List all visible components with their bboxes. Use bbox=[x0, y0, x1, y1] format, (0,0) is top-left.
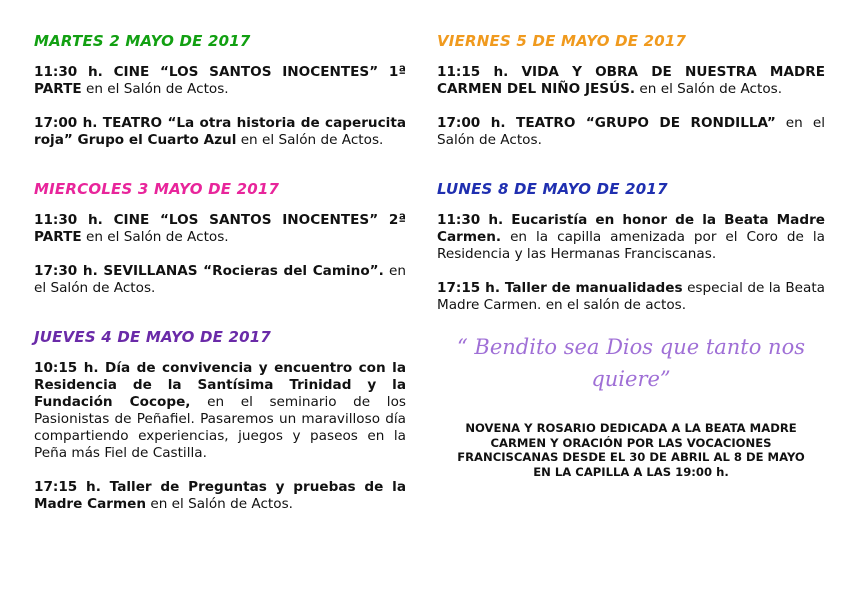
event-title: 17:15 h. Taller de manualidades bbox=[437, 280, 683, 296]
blessing-quote: “ Bendito sea Dios que tanto nos quiere” bbox=[456, 335, 806, 391]
event-location: en la capilla amenizada por el Coro de la Residencia y las Hermanas Franciscanas. bbox=[437, 229, 825, 262]
event-title: 10:15 h. Día de convivencia y encuentro con la Residencia de la Santísima Trinidad y la Fundación Cocope, bbox=[34, 360, 406, 410]
event-title: 11:30 h. CINE “LOS SANTOS INOCENTES” 1ª PARTE bbox=[34, 64, 406, 97]
event-location: en el Salón de Actos. bbox=[146, 496, 293, 512]
event-location: en el Salón de Actos. bbox=[34, 263, 406, 296]
event-location: especial de la Beata Madre Carmen. en el salón de actos. bbox=[437, 280, 826, 313]
event-title: 17:00 h. TEATRO “GRUPO DE RONDILLA” bbox=[437, 115, 776, 131]
event-item bbox=[437, 64, 825, 98]
event-title: 17:15 h. Taller de Preguntas y pruebas de la Madre Carmen bbox=[34, 479, 406, 512]
day-title-friday: VIERNES 5 DE MAYO DE 2017 bbox=[437, 32, 687, 50]
event-title: 17:30 h. SEVILLANAS “Rocieras del Camino”. bbox=[34, 263, 384, 279]
event-item bbox=[34, 479, 406, 513]
event-title: 11:30 h. Eucaristía en honor de la Beata Madre Carmen. bbox=[437, 212, 825, 245]
event-item bbox=[34, 263, 406, 297]
event-title: 17:00 h. TEATRO “La otra historia de caperucita roja” Grupo el Cuarto Azul bbox=[34, 115, 406, 148]
event-item bbox=[34, 64, 406, 98]
event-title: 11:15 h. VIDA Y OBRA DE NUESTRA MADRE CARMEN DEL NIÑO JESÚS. bbox=[437, 64, 825, 97]
event-location: en el Salón de Actos. bbox=[236, 132, 384, 148]
event-item bbox=[437, 115, 825, 149]
day-title-tuesday: MARTES 2 MAYO DE 2017 bbox=[34, 32, 251, 50]
event-item bbox=[34, 115, 406, 149]
event-item bbox=[34, 360, 406, 462]
event-title: 11:30 h. CINE “LOS SANTOS INOCENTES” 2ª PARTE bbox=[34, 212, 406, 245]
event-item bbox=[437, 212, 825, 263]
event-location: en el Salón de Actos. bbox=[437, 115, 825, 148]
event-location: en el Salón de Actos. bbox=[81, 229, 229, 245]
event-item bbox=[437, 280, 825, 314]
left-column bbox=[34, 32, 406, 530]
event-location: en el seminario de los Pasionistas de Peñafiel. Pasaremos un maravilloso día compartiendo experiencias, juegos y paseos en la Peña más Fiel de Castilla. bbox=[34, 394, 406, 461]
day-thursday bbox=[34, 328, 406, 513]
right-column bbox=[437, 32, 825, 479]
event-location: en el Salón de Actos. bbox=[81, 81, 229, 97]
event-location: en el Salón de Actos. bbox=[635, 81, 783, 97]
day-title-thursday: JUEVES 4 DE MAYO DE 2017 bbox=[34, 328, 272, 346]
day-wednesday bbox=[34, 180, 406, 297]
day-title-monday: LUNES 8 DE MAYO DE 2017 bbox=[437, 180, 668, 198]
day-title-wednesday: MIERCOLES 3 MAYO DE 2017 bbox=[34, 180, 280, 198]
day-tuesday bbox=[34, 32, 406, 149]
day-monday bbox=[437, 180, 825, 314]
novena-notice: NOVENA Y ROSARIO DEDICADA A LA BEATA MADRE CARMEN Y ORACIÓN POR LAS VOCACIONES FRANCISCANAS DESDE EL 30 DE ABRIL AL 8 DE MAYO EN LA CAPILLA A LAS 19:00 h. bbox=[457, 421, 805, 479]
event-item bbox=[34, 212, 406, 246]
day-friday bbox=[437, 32, 825, 149]
